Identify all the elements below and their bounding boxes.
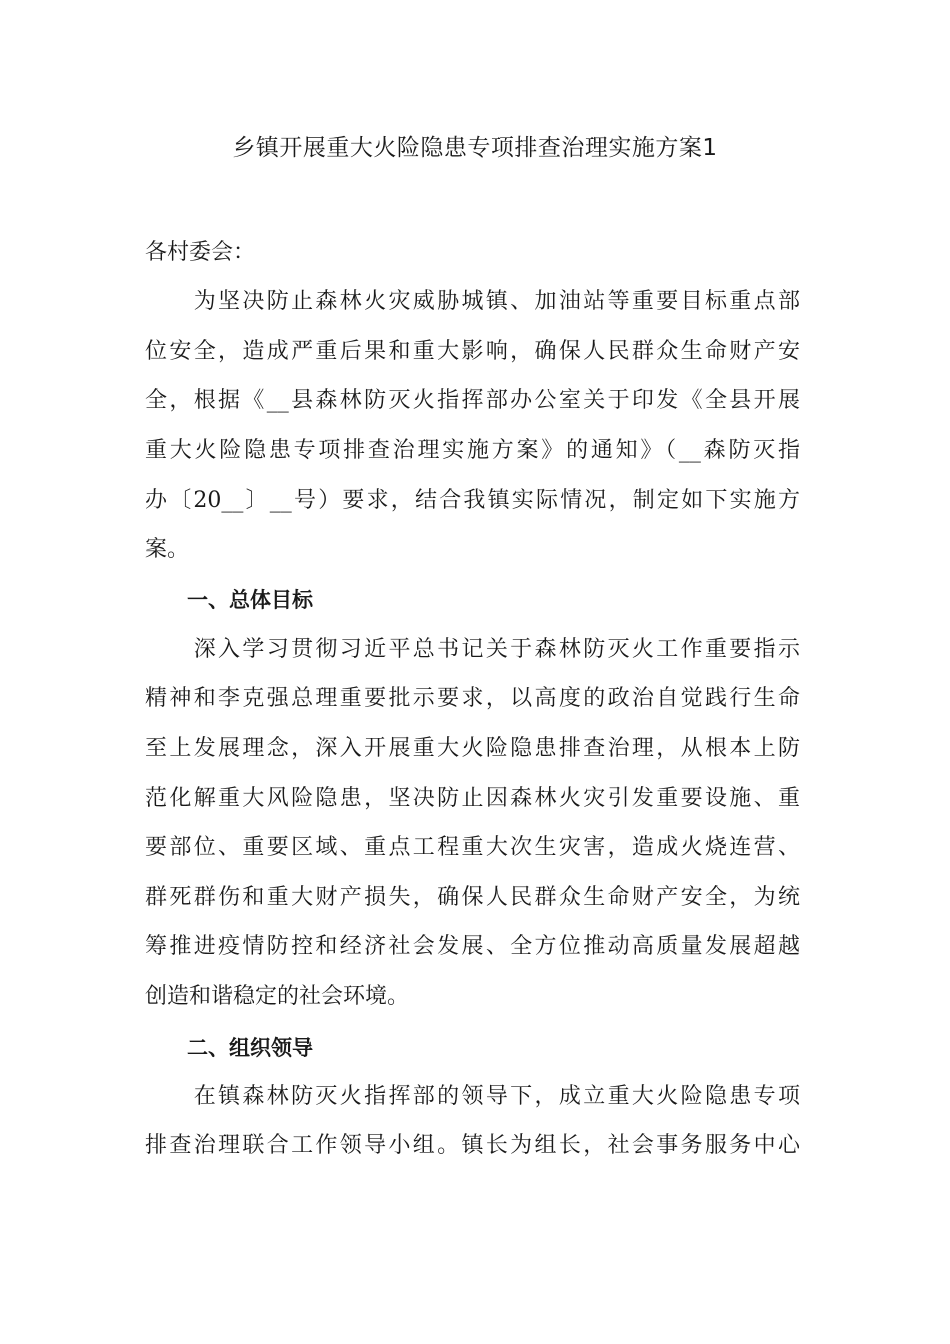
salutation: 各村委会： [145,240,256,265]
section2-line: 排查治理联合工作领导小组。镇长为组长，社会事务服务中心 [145,1133,800,1158]
intro-line: 重大火险隐患专项排查治理实施方案》的通知》（__森防灭指 [145,438,800,463]
section1-line: 群死群伤和重大财产损失，确保人民群众生命财产安全，为统 [145,885,800,910]
intro-line: 为坚决防止森林火灾威胁城镇、加油站等重要目标重点部 [145,289,800,314]
intro-line: 全，根据《__县森林防灭火指挥部办公室关于印发《全县开展 [145,388,800,413]
section1-line: 要部位、重要区域、重点工程重大次生灾害，造成火烧连营、 [145,835,800,860]
section1-line: 范化解重大风险隐患，坚决防止因森林火灾引发重要设施、重 [145,786,800,811]
section-heading-organization: 二、组织领导 [145,1036,313,1060]
section1-line: 深入学习贯彻习近平总书记关于森林防灭火工作重要指示 [145,637,800,662]
section1-line: 精神和李克强总理重要批示要求，以高度的政治自觉践行生命 [145,686,800,711]
intro-line: 位安全，造成严重后果和重大影响，确保人民群众生命财产安 [145,339,800,364]
section2-line: 在镇森林防灭火指挥部的领导下，成立重大火险隐患专项 [145,1084,800,1109]
section1-line: 筹推进疫情防控和经济社会发展、全方位推动高质量发展超越 [145,934,800,959]
document-title: 乡镇开展重大火险隐患专项排查治理实施方案1 [232,135,718,161]
intro-line: 办〔20__〕__号）要求，结合我镇实际情况，制定如下实施方 [145,488,800,513]
section1-line: 至上发展理念，深入开展重大火险隐患排查治理，从根本上防 [145,736,800,761]
section1-line: 创造和谐稳定的社会环境。 [145,984,410,1009]
intro-line: 案。 [145,537,190,562]
section-heading-goals: 一、总体目标 [145,588,313,612]
